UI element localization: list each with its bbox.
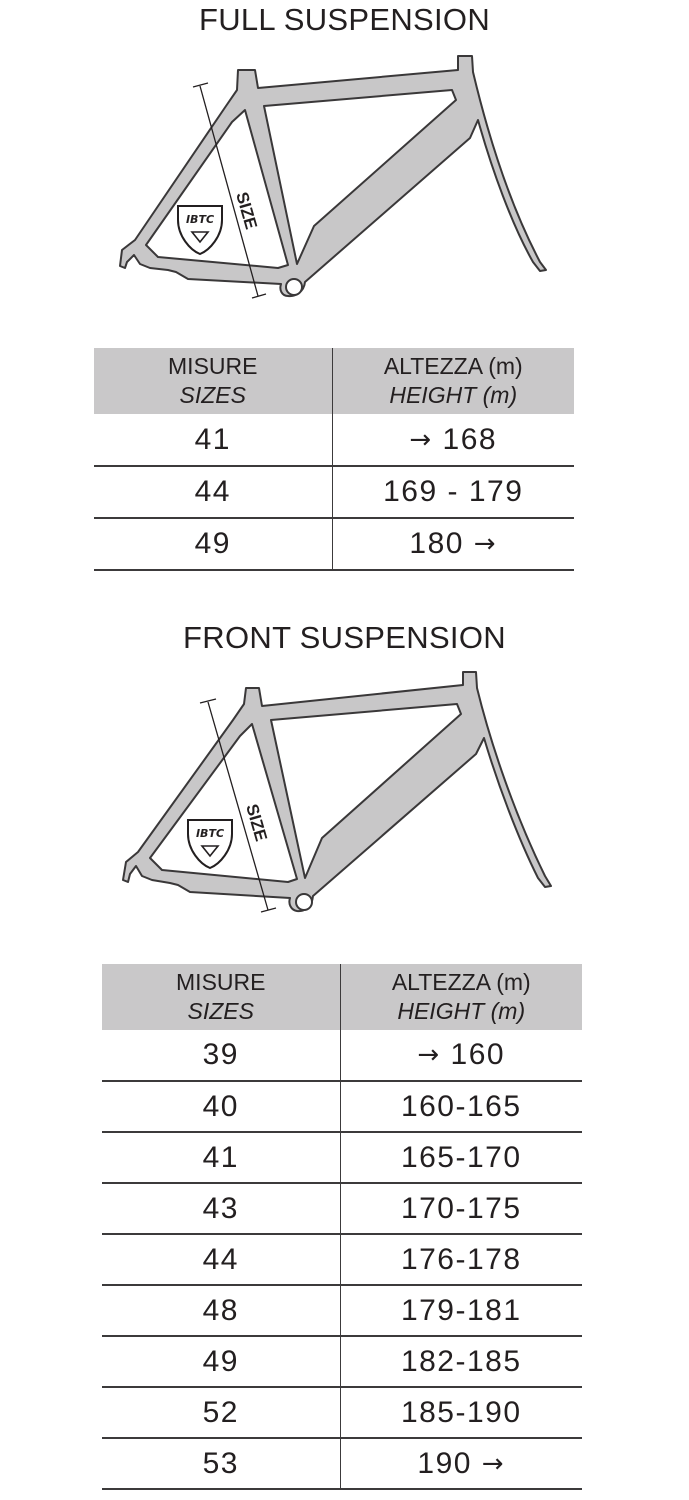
table-row [94,466,574,518]
height-value: 190 [417,1446,472,1480]
table-row [94,518,574,570]
size-cell: 44 [94,466,332,518]
sizes-header: MISURE SIZES [94,348,332,414]
size-label: SIZE [232,189,261,232]
height-value: 165-170 [400,1140,522,1174]
height-cell [340,1387,582,1438]
btc-logo-icon [188,820,232,868]
size-cell: 49 [94,518,332,570]
full-suspension-title: FULL SUSPENSION [198,2,491,37]
height-cell [340,1285,582,1336]
height-cell [340,1030,582,1081]
table-row [102,1183,582,1234]
btc-logo-icon [178,206,222,254]
svg-text:IBTC: IBTC [195,827,225,840]
size-cell: 53 [102,1438,340,1489]
size-cell: 41 [102,1132,340,1183]
full-suspension-size-table [94,348,574,571]
size-cell: 40 [102,1081,340,1132]
height-cell [340,1336,582,1387]
height-value: 170-175 [400,1191,522,1225]
arrow-right-icon: → [481,1448,506,1479]
table-row [102,1438,582,1489]
height-header: ALTEZZA (m) HEIGHT (m) [340,964,582,1030]
size-cell: 49 [102,1336,340,1387]
height-value: 185-190 [400,1395,522,1429]
size-label: SIZE [242,801,271,844]
height-cell [332,466,574,518]
table-row [102,1081,582,1132]
front-suspension-size-table [102,964,582,1490]
height-header: ALTEZZA (m) HEIGHT (m) [332,348,574,414]
table-row [102,1030,582,1081]
table-row [94,414,574,466]
height-cell [332,414,574,466]
size-cell: 48 [102,1285,340,1336]
height-value: 160-165 [400,1089,522,1123]
height-cell [340,1438,582,1489]
height-value: 179-181 [400,1293,522,1327]
height-cell [340,1132,582,1183]
size-cell: 44 [102,1234,340,1285]
front-suspension-title: FRONT SUSPENSION [183,620,506,655]
table-row [102,1132,582,1183]
table-row [102,1336,582,1387]
table-row [102,1285,582,1336]
size-cell: 41 [94,414,332,466]
table-row [102,1387,582,1438]
size-cell: 52 [102,1387,340,1438]
full-suspension-frame-diagram [0,40,689,310]
arrow-right-icon: → [417,1040,441,1070]
size-cell: 43 [102,1183,340,1234]
height-cell [340,1183,582,1234]
height-cell [340,1234,582,1285]
height-value: 168 [442,422,498,456]
table-row [102,1234,582,1285]
sizes-header: MISURE SIZES [102,964,340,1030]
arrow-right-icon: → [409,424,433,455]
arrow-right-icon: → [473,529,498,559]
height-value: 160 [450,1038,506,1071]
height-cell [332,518,574,570]
front-suspension-frame-diagram [0,670,689,920]
svg-text:IBTC: IBTC [185,213,215,226]
size-cell: 39 [102,1030,340,1081]
height-cell [340,1081,582,1132]
height-value: 180 [409,527,464,560]
height-value: 182-185 [400,1344,522,1378]
height-value: 169 - 179 [383,475,524,508]
height-value: 176-178 [400,1242,522,1276]
